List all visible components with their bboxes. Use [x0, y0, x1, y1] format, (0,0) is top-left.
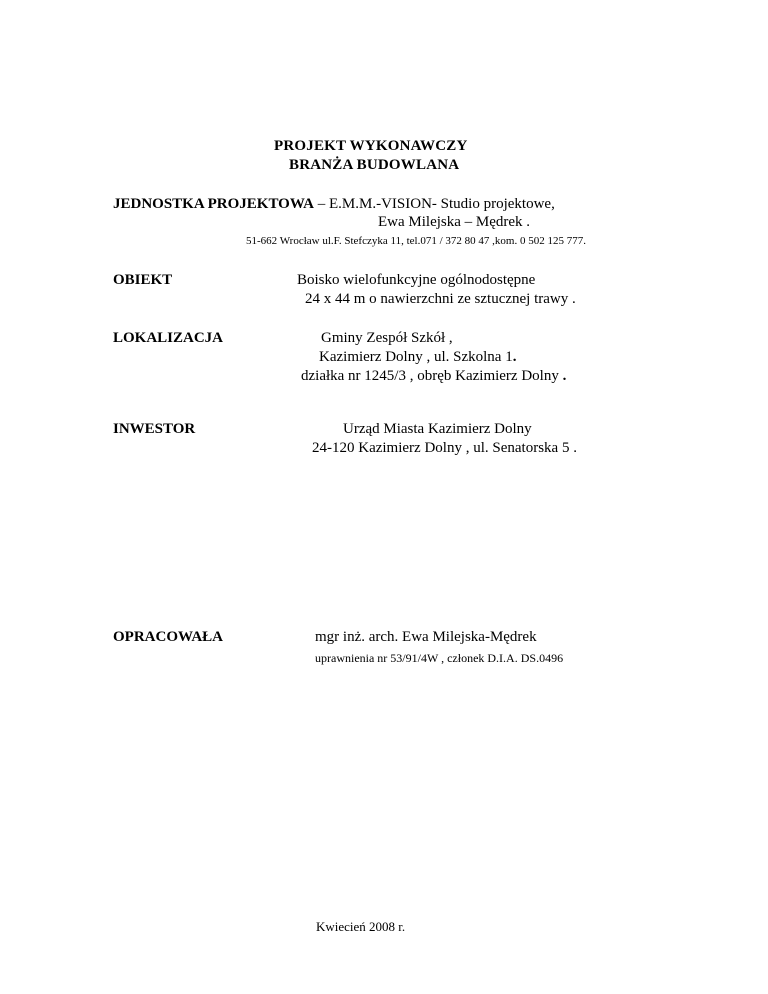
lokalizacja-line-2-dot: . — [512, 349, 517, 365]
inwestor-line-1: Urząd Miasta Kazimierz Dolny — [343, 421, 532, 437]
lokalizacja-line-3 — [301, 368, 566, 385]
jednostka-value-1: E.M.M.-VISION- Studio projektowe, — [329, 196, 555, 212]
obiekt-line-1: Boisko wielofunkcyjne ogólnodostępne — [297, 272, 536, 288]
inwestor-label: INWESTOR — [113, 421, 196, 437]
lokalizacja-line-3-dot: . — [562, 368, 567, 384]
title-line-2: BRANŻA BUDOWLANA — [289, 157, 460, 173]
lokalizacja-line-2-text: Kazimierz Dolny , ul. Szkolna 1 — [319, 349, 513, 365]
obiekt-label: OBIEKT — [113, 272, 173, 288]
opracowala-label: OPRACOWAŁA — [113, 629, 224, 645]
author-credentials: uprawnienia nr 53/91/4W , członek D.I.A. DS.0496 — [315, 651, 564, 665]
jednostka-dash: – — [314, 196, 330, 212]
jednostka-address: 51-662 Wrocław ul.F. Stefczyka 11, tel.071 / 372 80 47 ,kom. 0 502 125 777. — [246, 235, 586, 247]
title-line-1: PROJEKT WYKONAWCZY — [274, 138, 468, 154]
author-name: mgr inż. arch. Ewa Milejska-Mędrek — [315, 629, 537, 645]
lokalizacja-label: LOKALIZACJA — [113, 330, 224, 346]
jednostka-row — [113, 195, 555, 213]
jednostka-label: JEDNOSTKA PROJEKTOWA — [113, 196, 315, 212]
lokalizacja-line-2 — [319, 349, 516, 366]
obiekt-line-2: 24 x 44 m o nawierzchni ze sztucznej trawy . — [305, 291, 576, 307]
lokalizacja-line-3-text: działka nr 1245/3 , obręb Kazimierz Dolny — [301, 368, 563, 384]
jednostka-value-2: Ewa Milejska – Mędrek . — [378, 214, 531, 230]
lokalizacja-line-1: Gminy Zespół Szkół , — [321, 330, 453, 346]
inwestor-line-2: 24-120 Kazimierz Dolny , ul. Senatorska 5 . — [312, 440, 577, 456]
document-date: Kwiecień 2008 r. — [316, 919, 406, 934]
